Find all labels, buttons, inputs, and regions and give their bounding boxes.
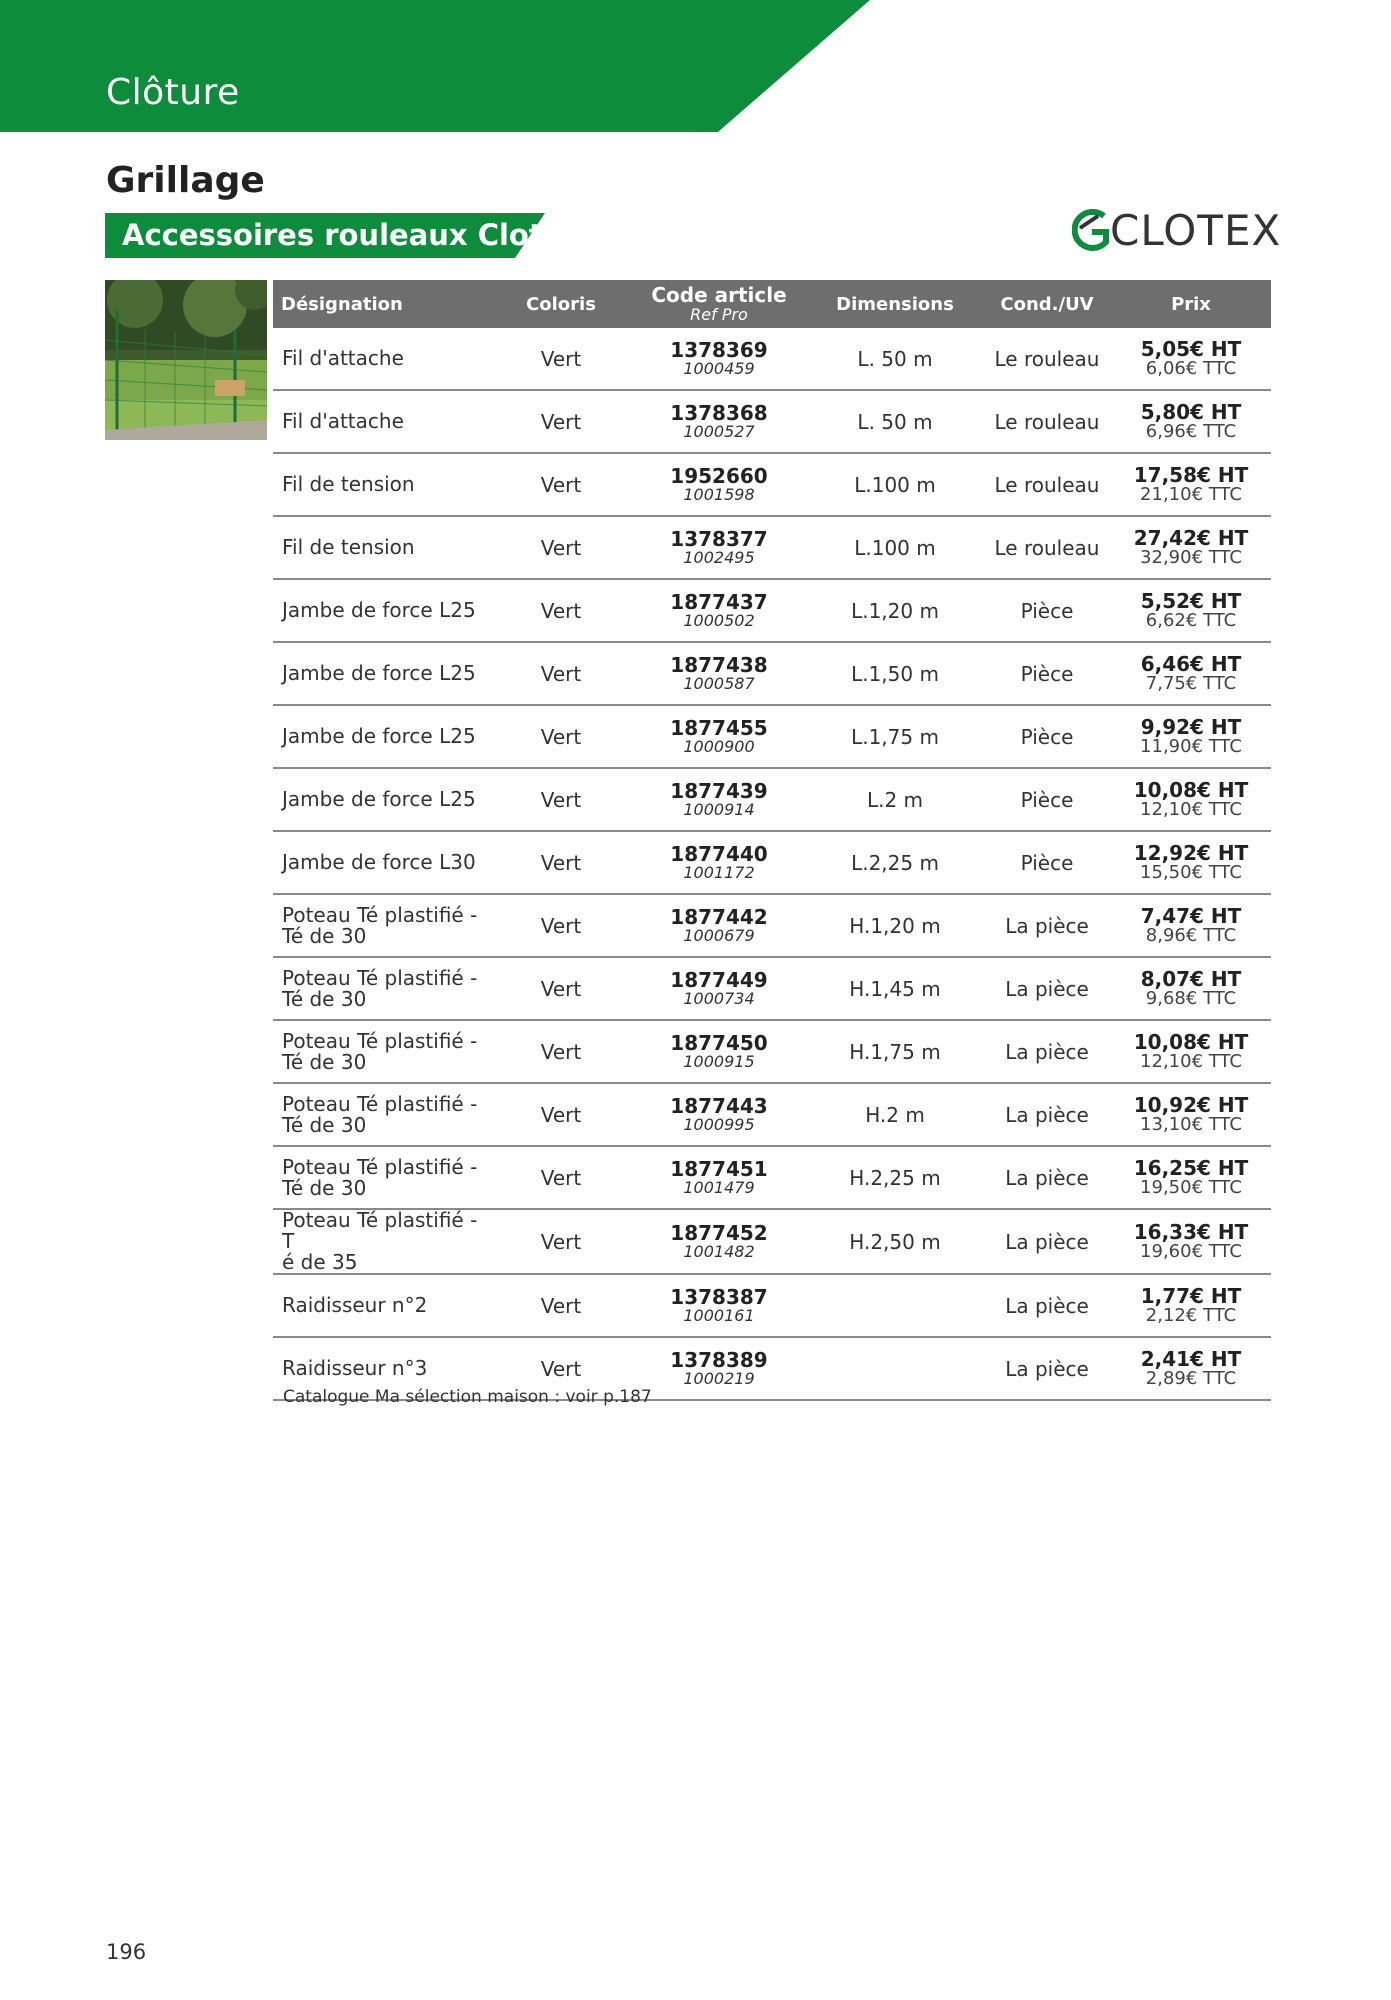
table-row <box>273 768 1271 831</box>
cell-cond: Pièce <box>983 642 1111 705</box>
article-code: 1378387 <box>670 1284 768 1309</box>
ref-pro: 1000459 <box>683 358 755 378</box>
cell-coloris: Vert <box>491 831 631 894</box>
ref-pro: 1000995 <box>683 1114 755 1134</box>
cell-dimensions: L.100 m <box>807 453 983 516</box>
cell-dimensions <box>807 1274 983 1337</box>
cell-dimensions <box>807 1337 983 1400</box>
cell-code <box>631 831 807 894</box>
clotex-logo <box>1072 206 1282 258</box>
designation-line-2: é de 35 <box>282 1250 358 1274</box>
price-ht: 5,52€ HT <box>1140 588 1242 613</box>
table-row <box>273 831 1271 894</box>
cell-prix <box>1111 1146 1271 1209</box>
table-row <box>273 957 1271 1020</box>
subsection-title: Accessoires rouleaux Clotex <box>122 218 582 252</box>
price-ttc: 32,90€ TTC <box>1140 546 1242 568</box>
cell-cond: La pièce <box>983 1209 1111 1274</box>
cell-cond: Pièce <box>983 831 1111 894</box>
cell-designation <box>273 390 491 453</box>
designation-line-1: Jambe de force L25 <box>282 661 476 685</box>
cell-dimensions: H.2,50 m <box>807 1209 983 1274</box>
cell-code <box>631 516 807 579</box>
cell-coloris: Vert <box>491 1274 631 1337</box>
table-row <box>273 390 1271 453</box>
designation-line-1: Jambe de force L25 <box>282 724 476 748</box>
ref-pro: 1000679 <box>683 925 755 945</box>
cell-coloris: Vert <box>491 894 631 957</box>
cell-code <box>631 1274 807 1337</box>
price-ht: 1,77€ HT <box>1140 1283 1242 1308</box>
price-ttc: 12,10€ TTC <box>1140 798 1242 820</box>
price-ttc: 2,89€ TTC <box>1145 1367 1237 1389</box>
cell-prix <box>1111 1020 1271 1083</box>
cell-prix <box>1111 894 1271 957</box>
cell-coloris: Vert <box>491 957 631 1020</box>
ref-pro: 1001598 <box>683 484 755 504</box>
cell-code <box>631 1083 807 1146</box>
cell-coloris: Vert <box>491 390 631 453</box>
table-row <box>273 705 1271 768</box>
clotex-logo-mark-icon <box>1072 208 1112 254</box>
header-coloris: Coloris <box>491 280 631 328</box>
designation-line-1: Jambe de force L25 <box>282 598 476 622</box>
cell-dimensions: L.1,20 m <box>807 579 983 642</box>
table-row <box>273 1020 1271 1083</box>
designation-line-1: Fil de tension <box>282 535 415 559</box>
cell-dimensions: H.1,20 m <box>807 894 983 957</box>
designation-line-2: Té de 30 <box>282 1175 367 1200</box>
cell-code <box>631 1146 807 1209</box>
cell-prix <box>1111 831 1271 894</box>
article-code: 1877439 <box>670 778 768 803</box>
ref-pro: 1000587 <box>683 673 755 693</box>
designation-line-1: Jambe de force L25 <box>282 787 476 811</box>
cell-prix <box>1111 705 1271 768</box>
header-cond: Cond./UV <box>983 280 1111 328</box>
article-code: 1877449 <box>670 967 768 992</box>
price-ttc: 21,10€ TTC <box>1140 483 1242 505</box>
ref-pro: 1000915 <box>683 1051 755 1071</box>
price-ht: 12,92€ HT <box>1133 840 1249 865</box>
cell-code <box>631 453 807 516</box>
article-code: 1877452 <box>670 1220 768 1245</box>
cell-cond: Pièce <box>983 705 1111 768</box>
designation-line-1: Poteau Té plastifié - <box>282 1091 478 1116</box>
cell-code <box>631 328 807 390</box>
article-code: 1378368 <box>670 400 768 425</box>
cell-cond: Le rouleau <box>983 453 1111 516</box>
price-ht: 5,05€ HT <box>1140 336 1242 361</box>
cell-designation <box>273 579 491 642</box>
designation-line-1: Poteau Té plastifié - T <box>282 1208 478 1253</box>
cell-coloris: Vert <box>491 705 631 768</box>
cell-coloris: Vert <box>491 1083 631 1146</box>
cell-cond: Le rouleau <box>983 516 1111 579</box>
header-ref-label: Ref Pro <box>690 305 748 324</box>
cell-coloris: Vert <box>491 768 631 831</box>
cell-prix <box>1111 579 1271 642</box>
cell-cond: La pièce <box>983 1337 1111 1400</box>
cell-dimensions: L.1,75 m <box>807 705 983 768</box>
cell-coloris: Vert <box>491 516 631 579</box>
designation-line-2: Té de 30 <box>282 986 367 1011</box>
designation-line-1: Jambe de force L30 <box>282 850 476 874</box>
price-ttc: 6,62€ TTC <box>1145 609 1237 631</box>
article-code: 1378377 <box>670 526 768 551</box>
cell-code <box>631 579 807 642</box>
designation-line-1: Poteau Té plastifié - <box>282 1154 478 1179</box>
designation-line-1: Poteau Té plastifié - <box>282 1028 478 1053</box>
category-title: Clôture <box>106 72 240 113</box>
header-designation: Désignation <box>273 280 491 328</box>
cell-cond: Pièce <box>983 768 1111 831</box>
clotex-logo-text: CLOTEX <box>1110 206 1282 255</box>
cell-coloris: Vert <box>491 453 631 516</box>
article-code: 1952660 <box>670 463 768 488</box>
designation-line-2: Té de 30 <box>282 1112 367 1137</box>
price-ht: 7,47€ HT <box>1140 903 1242 928</box>
cell-coloris: Vert <box>491 1209 631 1274</box>
cell-coloris: Vert <box>491 1020 631 1083</box>
cell-prix <box>1111 1209 1271 1274</box>
price-ttc: 12,10€ TTC <box>1140 1050 1242 1072</box>
cell-prix <box>1111 1337 1271 1400</box>
article-code: 1877442 <box>670 904 768 929</box>
header-code <box>631 280 807 328</box>
price-ht: 16,25€ HT <box>1133 1155 1249 1180</box>
table-row <box>273 1083 1271 1146</box>
ref-pro: 1000914 <box>683 799 755 819</box>
cell-code <box>631 1020 807 1083</box>
page-number: 196 <box>106 1940 147 1964</box>
header-prix: Prix <box>1111 280 1271 328</box>
price-ttc: 2,12€ TTC <box>1145 1304 1237 1326</box>
header-code-label: Code article <box>651 283 787 307</box>
table-row <box>273 516 1271 579</box>
cell-designation <box>273 1020 491 1083</box>
table-header-row <box>273 280 1271 328</box>
cell-dimensions: H.2 m <box>807 1083 983 1146</box>
fence-photo <box>105 280 267 440</box>
price-ttc: 13,10€ TTC <box>1140 1113 1242 1135</box>
table-row <box>273 1274 1271 1337</box>
header-dimensions: Dimensions <box>807 280 983 328</box>
price-ttc: 11,90€ TTC <box>1140 735 1242 757</box>
price-ht: 10,08€ HT <box>1133 1029 1249 1054</box>
ref-pro: 1000161 <box>683 1305 755 1325</box>
designation-line-1: Raidisseur n°3 <box>282 1356 428 1380</box>
article-code: 1877440 <box>670 841 768 866</box>
cell-dimensions: L.2,25 m <box>807 831 983 894</box>
designation-line-1: Poteau Té plastifié - <box>282 902 478 927</box>
article-code: 1378369 <box>670 337 768 362</box>
ref-pro: 1001482 <box>683 1241 755 1261</box>
cell-cond: Le rouleau <box>983 390 1111 453</box>
cell-dimensions: H.2,25 m <box>807 1146 983 1209</box>
cell-designation <box>273 894 491 957</box>
article-code: 1877438 <box>670 652 768 677</box>
cell-dimensions: H.1,45 m <box>807 957 983 1020</box>
price-ht: 6,46€ HT <box>1140 651 1242 676</box>
designation-line-1: Raidisseur n°2 <box>282 1293 428 1317</box>
price-ttc: 6,96€ TTC <box>1145 420 1237 442</box>
section-title: Grillage <box>106 160 265 201</box>
cell-cond: Le rouleau <box>983 328 1111 390</box>
cell-dimensions: L.2 m <box>807 768 983 831</box>
cell-designation <box>273 1209 491 1274</box>
cell-cond: La pièce <box>983 957 1111 1020</box>
cell-prix <box>1111 768 1271 831</box>
ref-pro: 1002495 <box>683 547 755 567</box>
article-code: 1877450 <box>670 1030 768 1055</box>
cell-dimensions: L. 50 m <box>807 328 983 390</box>
article-code: 1877437 <box>670 589 768 614</box>
ref-pro: 1001172 <box>683 862 755 882</box>
article-code: 1877443 <box>670 1093 768 1118</box>
price-ht: 10,08€ HT <box>1133 777 1249 802</box>
table-row <box>273 894 1271 957</box>
cell-code <box>631 390 807 453</box>
price-ttc: 6,06€ TTC <box>1145 357 1237 379</box>
ref-pro: 1000502 <box>683 610 755 630</box>
cell-prix <box>1111 453 1271 516</box>
cell-prix <box>1111 516 1271 579</box>
cell-cond: La pièce <box>983 894 1111 957</box>
cell-prix <box>1111 1083 1271 1146</box>
price-ttc: 19,50€ TTC <box>1140 1176 1242 1198</box>
cell-coloris: Vert <box>491 1337 631 1400</box>
cell-code <box>631 957 807 1020</box>
article-code: 1877455 <box>670 715 768 740</box>
ref-pro: 1000900 <box>683 736 755 756</box>
article-code: 1877451 <box>670 1156 768 1181</box>
table-row <box>273 328 1271 390</box>
cell-designation <box>273 705 491 768</box>
cell-prix <box>1111 1274 1271 1337</box>
cell-code <box>631 705 807 768</box>
price-ttc: 8,96€ TTC <box>1145 924 1237 946</box>
price-ttc: 19,60€ TTC <box>1140 1240 1242 1262</box>
cell-designation <box>273 328 491 390</box>
cell-designation <box>273 831 491 894</box>
ref-pro: 1000734 <box>683 988 755 1008</box>
price-ttc: 15,50€ TTC <box>1140 861 1242 883</box>
price-ht: 9,92€ HT <box>1140 714 1242 739</box>
cell-designation <box>273 957 491 1020</box>
designation-line-2: Té de 30 <box>282 1049 367 1074</box>
article-code: 1378389 <box>670 1347 768 1372</box>
table-row <box>273 453 1271 516</box>
cell-designation <box>273 1146 491 1209</box>
cell-designation <box>273 516 491 579</box>
price-ht: 27,42€ HT <box>1133 525 1249 550</box>
table-row <box>273 1209 1271 1274</box>
cell-cond: La pièce <box>983 1274 1111 1337</box>
cell-code <box>631 768 807 831</box>
product-table <box>273 280 1271 1401</box>
price-ttc: 9,68€ TTC <box>1145 987 1237 1009</box>
ref-pro: 1001479 <box>683 1177 755 1197</box>
cell-designation <box>273 768 491 831</box>
table-row <box>273 579 1271 642</box>
cell-dimensions: H.1,75 m <box>807 1020 983 1083</box>
table-row <box>273 1146 1271 1209</box>
price-ht: 10,92€ HT <box>1133 1092 1249 1117</box>
cell-prix <box>1111 957 1271 1020</box>
price-ht: 5,80€ HT <box>1140 399 1242 424</box>
cell-coloris: Vert <box>491 579 631 642</box>
cell-cond: La pièce <box>983 1020 1111 1083</box>
designation-line-1: Fil d'attache <box>282 346 404 370</box>
price-ht: 8,07€ HT <box>1140 966 1242 991</box>
cell-code <box>631 894 807 957</box>
cell-code <box>631 1337 807 1400</box>
designation-line-1: Fil de tension <box>282 472 415 496</box>
cell-cond: La pièce <box>983 1146 1111 1209</box>
cell-code <box>631 1209 807 1274</box>
table-row <box>273 642 1271 705</box>
price-ht: 16,33€ HT <box>1133 1219 1249 1244</box>
price-ht: 2,41€ HT <box>1140 1346 1242 1371</box>
cell-designation <box>273 1083 491 1146</box>
cell-designation <box>273 642 491 705</box>
designation-line-2: Té de 30 <box>282 923 367 948</box>
cell-designation <box>273 1274 491 1337</box>
designation-line-1: Poteau Té plastifié - <box>282 965 478 990</box>
cell-prix <box>1111 328 1271 390</box>
designation-line-1: Fil d'attache <box>282 409 404 433</box>
cell-coloris: Vert <box>491 328 631 390</box>
cell-code <box>631 642 807 705</box>
cell-cond: Pièce <box>983 579 1111 642</box>
cell-dimensions: L.100 m <box>807 516 983 579</box>
cell-cond: La pièce <box>983 1083 1111 1146</box>
cell-coloris: Vert <box>491 1146 631 1209</box>
cell-prix <box>1111 390 1271 453</box>
cell-prix <box>1111 642 1271 705</box>
ref-pro: 1000527 <box>683 421 755 441</box>
catalogue-footnote: Catalogue Ma sélection maison : voir p.187 <box>283 1387 652 1407</box>
cell-coloris: Vert <box>491 642 631 705</box>
cell-dimensions: L.1,50 m <box>807 642 983 705</box>
price-ht: 17,58€ HT <box>1133 462 1249 487</box>
ref-pro: 1000219 <box>683 1368 755 1388</box>
cell-dimensions: L. 50 m <box>807 390 983 453</box>
price-ttc: 7,75€ TTC <box>1145 672 1237 694</box>
cell-designation <box>273 453 491 516</box>
